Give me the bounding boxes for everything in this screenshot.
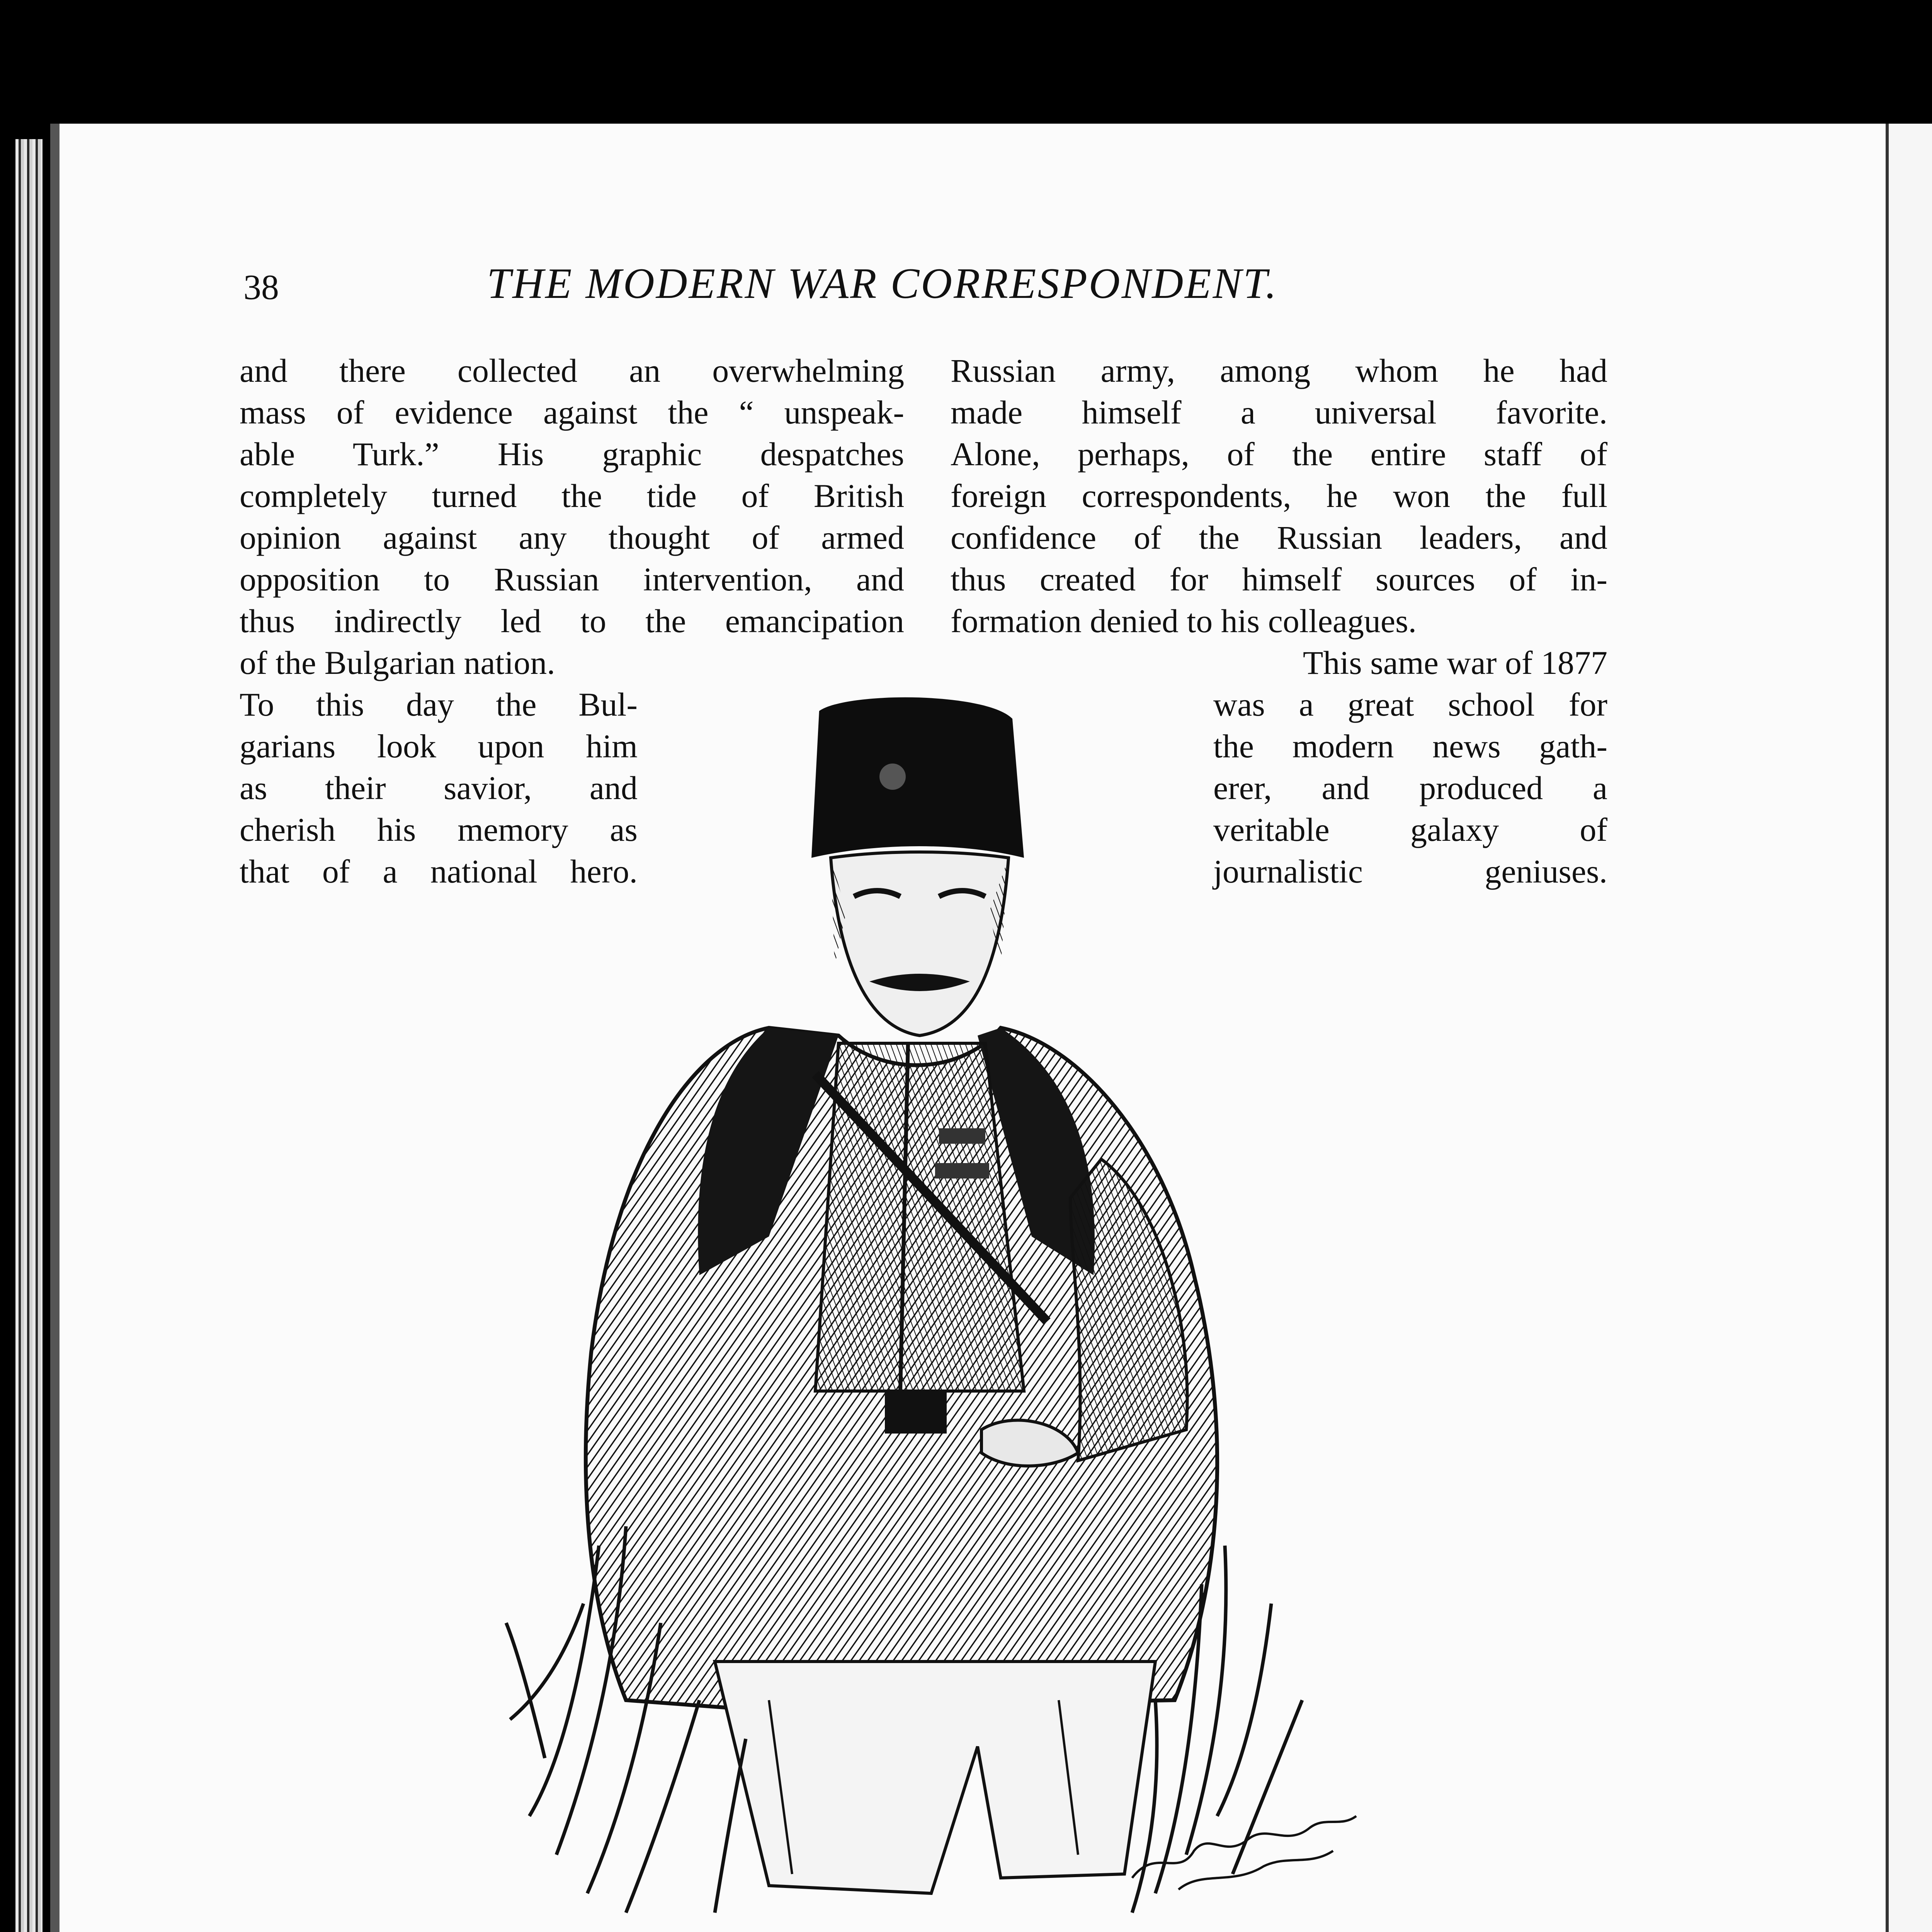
fur-hat [811, 697, 1024, 858]
text-line: completely turned the tide of British [240, 477, 904, 514]
text-line: journalistic geniuses. [1213, 853, 1607, 890]
text-line: mass of evidence against the “ unspeak- [240, 394, 904, 431]
text-line: and there collected an overwhelming [240, 352, 904, 389]
text-line: Alone, perhaps, of the entire staff of [951, 435, 1607, 473]
text-line: Russian army, among whom he had [951, 352, 1607, 389]
text-line: formation denied to his colleagues. [951, 602, 1417, 639]
portrait-illustration [498, 696, 1364, 1932]
text-line: the modern news gath- [1213, 728, 1607, 765]
text-line: cherish his memory as [240, 811, 638, 848]
text-line: thus indirectly led to the emancipation [240, 602, 904, 639]
text-line: of the Bulgarian nation. [240, 644, 555, 681]
text-line: was a great school for [1213, 686, 1607, 723]
text-line: thus created for himself sources of in- [951, 561, 1607, 598]
text-line: foreign correspondents, he won the full [951, 477, 1607, 514]
text-line: This same war of 1877 [1303, 644, 1607, 681]
book-binding-left [15, 139, 43, 1932]
pouch [885, 1391, 947, 1434]
text-line: opposition to Russian intervention, and [240, 561, 904, 598]
top-right-column [951, 350, 1607, 642]
text-line: as their savior, and [240, 769, 638, 806]
trousers [715, 1662, 1155, 1893]
running-head: THE MODERN WAR CORRESPONDENT. [487, 260, 1278, 308]
text-line: able Turk.” His graphic despatches [240, 435, 904, 473]
text-line: made himself a universal favorite. [951, 394, 1607, 431]
tunic [815, 1043, 1024, 1391]
text-line: garians look upon him [240, 728, 638, 765]
text-line: veritable galaxy of [1213, 811, 1607, 848]
text-line: To this day the Bul- [240, 686, 638, 723]
facing-page-edge [1886, 124, 1932, 1932]
page-number: 38 [243, 267, 279, 307]
text-line: that of a national hero. [240, 853, 638, 890]
text-line: confidence of the Russian leaders, and [951, 519, 1607, 556]
top-left-column [240, 350, 904, 684]
face [831, 852, 1009, 1036]
text-line: erer, and produced a [1213, 769, 1607, 806]
text-line: opinion against any thought of armed [240, 519, 904, 556]
